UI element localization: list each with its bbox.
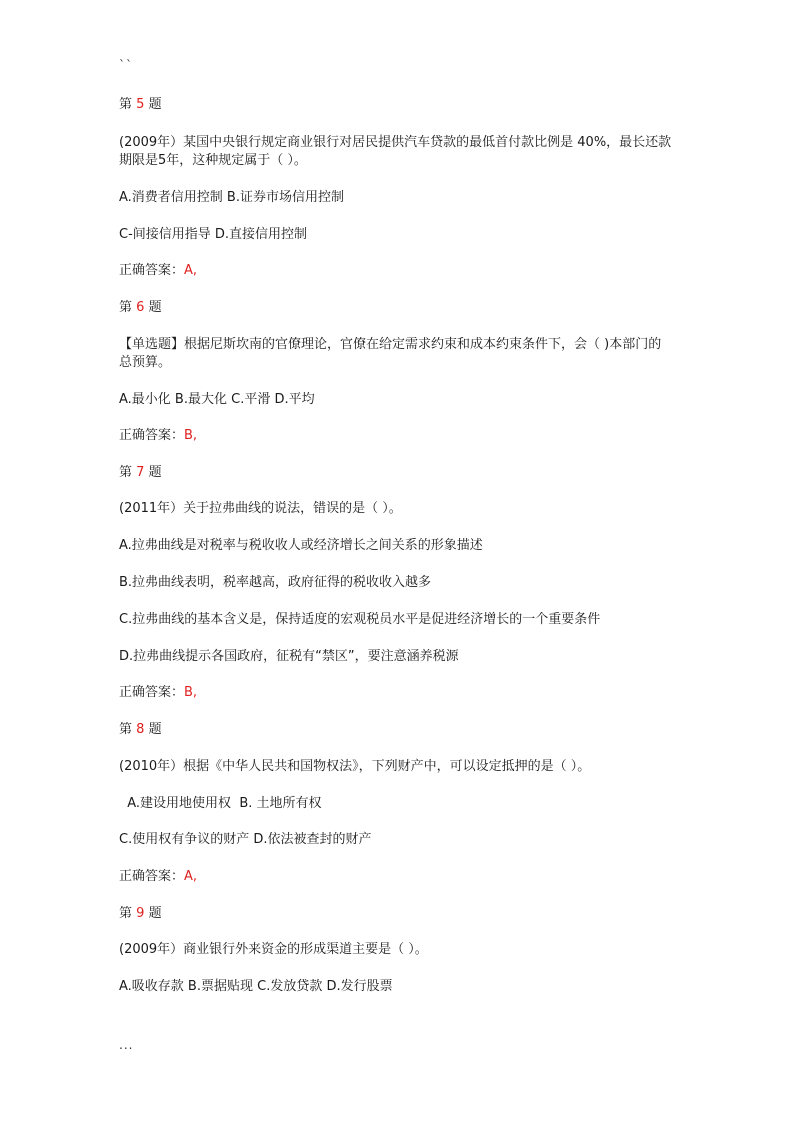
option-line: C-间接信用指导 D.直接信用控制 <box>119 227 308 242</box>
title-suffix: 题 <box>148 300 162 315</box>
title-prefix: 第 <box>119 722 133 737</box>
answer-label: 正确答案： <box>119 685 185 700</box>
question-number: 6 <box>136 300 145 315</box>
question-text: (2009年）某国中央银行规定商业银行对居民提供汽车贷款的最低首付款比例是 40%，最长还款期限是5年，这种规定属于（ ）。 <box>119 135 672 168</box>
header-mark: `` <box>119 58 133 72</box>
question-text: (2010年）根据《中华人民共和国物权法》，下列财产中，可以设定抵押的是（ ）。 <box>119 759 591 774</box>
option-line: D.拉弗曲线提示各国政府，征税有“禁区”，要注意涵养税源 <box>119 649 459 664</box>
question-title <box>119 721 162 739</box>
answer-value: B, <box>184 428 198 443</box>
question-number: 9 <box>136 906 145 921</box>
question-text: 【单选题】根据尼斯坎南的官僚理论，官僚在给定需求约束和成本约束条件下，会（ )本部门的总预算。 <box>119 337 662 370</box>
option-line: A.最小化 B.最大化 C.平滑 D.平均 <box>119 392 315 407</box>
question-title <box>119 905 162 923</box>
question-title <box>119 96 162 114</box>
option-line: A.吸收存款 B.票据贴现 C.发放贷款 D.发行股票 <box>119 979 393 994</box>
title-prefix: 第 <box>119 465 133 480</box>
answer-value: A, <box>184 263 198 278</box>
option-line: B.拉弗曲线表明，税率越高，政府征得的税收收入越多 <box>119 575 432 590</box>
footer-mark: ... <box>119 1038 134 1052</box>
title-prefix: 第 <box>119 300 133 315</box>
option-line: C.拉弗曲线的基本含义是，保持适度的宏观税员水平是促进经济增长的一个重要条件 <box>119 612 601 627</box>
answer-label: 正确答案： <box>119 263 185 278</box>
answer-line <box>119 262 197 280</box>
title-suffix: 题 <box>148 465 162 480</box>
question-text: (2009年）商业银行外来资金的形成渠道主要是（ ）。 <box>119 942 428 957</box>
answer-value: B, <box>184 685 198 700</box>
question-text: (2011年）关于拉弗曲线的说法，错误的是（ ）。 <box>119 501 402 516</box>
option-line: A.拉弗曲线是对税率与税收收人或经济增长之间关系的形象描述 <box>119 538 483 553</box>
title-suffix: 题 <box>148 97 162 112</box>
answer-line <box>119 868 197 886</box>
question-title <box>119 299 162 317</box>
question-number: 7 <box>136 465 145 480</box>
title-prefix: 第 <box>119 906 133 921</box>
option-line: C.使用权有争议的财产 D.依法被查封的财产 <box>119 832 372 847</box>
question-number: 8 <box>136 722 145 737</box>
answer-value: A, <box>184 869 198 884</box>
title-suffix: 题 <box>148 906 162 921</box>
option-line: A.建设用地使用权 B. 土地所有权 <box>119 796 322 811</box>
answer-label: 正确答案： <box>119 428 185 443</box>
title-prefix: 第 <box>119 97 133 112</box>
option-line: A.消费者信用控制 B.证券市场信用控制 <box>119 190 344 205</box>
title-suffix: 题 <box>148 722 162 737</box>
answer-line <box>119 427 197 445</box>
question-title <box>119 464 162 482</box>
question-number: 5 <box>136 97 145 112</box>
answer-line <box>119 684 197 702</box>
answer-label: 正确答案： <box>119 869 185 884</box>
